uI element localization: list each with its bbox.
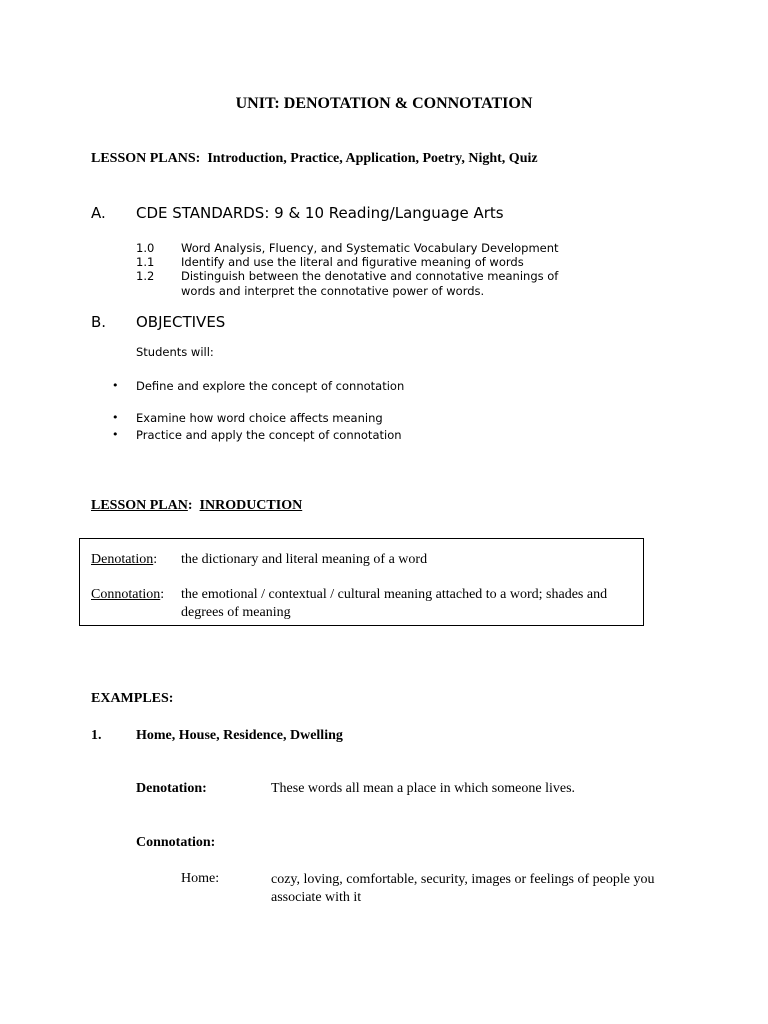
bullet-icon: • <box>112 428 119 441</box>
standard-text-continued: words and interpret the connotative power of words. <box>181 284 485 298</box>
section-a-letter: A. <box>91 204 106 222</box>
denotation-definition: the dictionary and literal meaning of a word <box>181 552 428 567</box>
document-title: UNIT: DENOTATION & CONNOTATION <box>235 95 533 112</box>
objectives-intro: Students will: <box>136 345 214 359</box>
objective-item: Examine how word choice affects meaning <box>136 411 383 425</box>
denotation-term-colon: : <box>153 552 158 567</box>
objective-item: Define and explore the concept of connotation <box>136 379 405 393</box>
standard-number: 1.1 <box>136 255 155 269</box>
example-number: 1. <box>91 728 102 743</box>
standard-text: Word Analysis, Fluency, and Systematic Vocabulary Development <box>181 241 559 255</box>
section-b-letter: B. <box>91 313 107 331</box>
connotation-term-colon: : <box>160 587 165 602</box>
connotation-term <box>91 587 164 603</box>
section-a-title: CDE STANDARDS: 9 & 10 Reading/Language Arts <box>136 204 504 222</box>
standard-number: 1.2 <box>136 269 155 283</box>
connotation-term-label: Connotation <box>91 587 161 602</box>
lesson-plan-name: INRODUCTION <box>199 498 303 513</box>
example-words: Home, House, Residence, Dwelling <box>136 728 343 743</box>
examples-heading: EXAMPLES: <box>91 691 174 706</box>
bullet-icon: • <box>112 411 119 424</box>
lesson-plan-heading <box>91 498 302 514</box>
lesson-plan-label: LESSON PLAN <box>91 498 188 513</box>
lesson-plan-separator: : <box>187 498 200 513</box>
section-b-title: OBJECTIVES <box>136 313 226 331</box>
denotation-term-label: Denotation <box>91 552 154 567</box>
example-connotation-label: Connotation: <box>136 835 216 850</box>
example-denotation-text: These words all mean a place in which someone lives. <box>271 781 576 796</box>
lesson-plans-label: LESSON PLANS: <box>91 151 201 166</box>
bullet-icon: • <box>112 379 119 392</box>
standard-text: Distinguish between the denotative and connotative meanings of <box>181 269 559 283</box>
lesson-plans-line <box>91 151 538 167</box>
standard-number: 1.0 <box>136 241 155 255</box>
denotation-term <box>91 552 157 568</box>
example-home-text: cozy, loving, comfortable, security, images or feelings of people you associate with it <box>271 872 655 905</box>
lesson-plans-items: Introduction, Practice, Application, Poetry, Night, Quiz <box>207 151 538 166</box>
connotation-definition-continued: degrees of meaning <box>181 605 291 620</box>
standard-text: Identify and use the literal and figurative meaning of words <box>181 255 524 269</box>
connotation-definition: the emotional / contextual / cultural meaning attached to a word; shades and <box>181 587 608 602</box>
example-denotation-label: Denotation: <box>136 781 207 796</box>
example-home-label: Home: <box>181 871 220 886</box>
objective-item: Practice and apply the concept of connotation <box>136 428 402 442</box>
